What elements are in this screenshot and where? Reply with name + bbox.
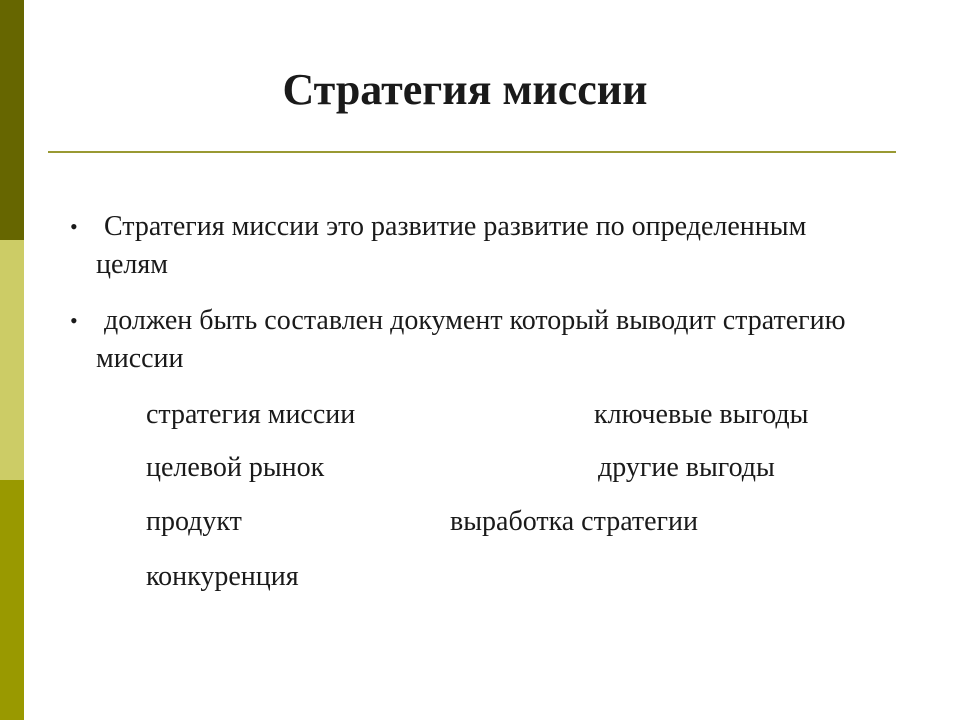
side-band-middle (0, 240, 24, 480)
bullet-marker: • (70, 308, 78, 333)
bullet-text: Стратегия миссии это развитие развитие по определенным целям (96, 211, 807, 280)
list-item: другие выгоды (598, 452, 775, 483)
list-item: продукт (146, 506, 242, 537)
bullet-item (70, 302, 850, 378)
slide-title: Стратегия миссии (282, 65, 648, 114)
list-item: целевой рынок (146, 452, 325, 483)
side-band-bottom (0, 480, 24, 720)
list-item: ключевые выгоды (594, 399, 809, 430)
list-item: выработка стратегии (450, 506, 699, 537)
title-divider (48, 151, 896, 153)
bullet-text: должен быть составлен документ который выводит стратегию миссии (96, 305, 846, 374)
bullet-item (70, 208, 850, 284)
list-item: стратегия миссии (146, 399, 356, 430)
side-band-top (0, 0, 24, 240)
list-item: конкуренция (146, 561, 299, 592)
bullet-marker: • (70, 214, 78, 239)
